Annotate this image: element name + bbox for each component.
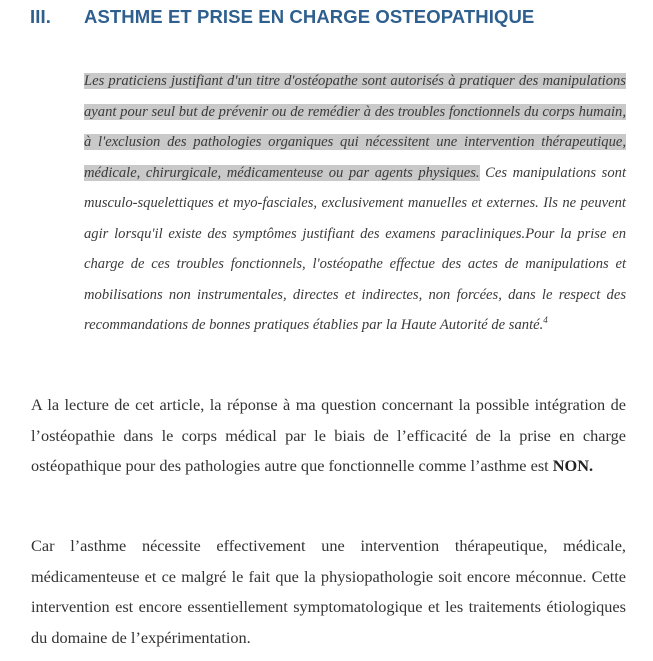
footnote-ref[interactable]: 4 — [543, 315, 548, 325]
legal-quote — [84, 66, 626, 341]
paragraph-conclusion — [31, 390, 626, 482]
section-heading — [30, 6, 640, 28]
paragraph-asthma-text: Car l’asthme nécessite effectivement une intervention thérapeutique, médicale, médicamenteuse et ce malgré le fait que la physiopathologie soit encore méconnue. Cette intervention est encore essentiellement symptomatologique et les traitements étiologiques du domaine de l’expérimentation. — [31, 536, 626, 647]
quote-continuation: Ces manipulations sont musculo-squelettiques et myo-fasciales, exclusivement manuelles et externes. Ils ne peuvent agir lorsqu'il existe des symptômes justifiant des examens paracliniques.Pour la prise en charge de ces troubles fonctionnels, l'ostéopathe effectue des actes de manipulations et mobilisations non instrumentales, directes et indirectes, non forcées, dans le respect des recommandations de bonnes pratiques établies par la Haute Autorité de santé. — [84, 164, 627, 333]
highlighted-text: Les praticiens justifiant d'un titre d'ostéopathe sont autorisés à pratiquer des manipulations ayant pour seul but de prévenir ou de remédier à des troubles fonctionnels du corps humain, à l'exclusion des pathologies organiques qui nécessitent une intervention thérapeutique, médicale, chirurgicale, médicamenteuse ou par agents physiques. — [84, 73, 626, 181]
section-number: III. — [30, 6, 51, 27]
paragraph-asthma — [31, 531, 626, 653]
answer-bold: NON. — [552, 456, 594, 475]
paragraph-conclusion-text: A la lecture de cet article, la réponse à ma question concernant la possible intégration de l’ostéopathie dans le corps médical par le biais de l’efficacité de la prise en charge ostéopathique pour des pathologies autre que fonctionnelle comme l’asthme est — [31, 395, 626, 475]
section-title: ASTHME ET PRISE EN CHARGE OSTEOPATHIQUE — [84, 6, 535, 27]
